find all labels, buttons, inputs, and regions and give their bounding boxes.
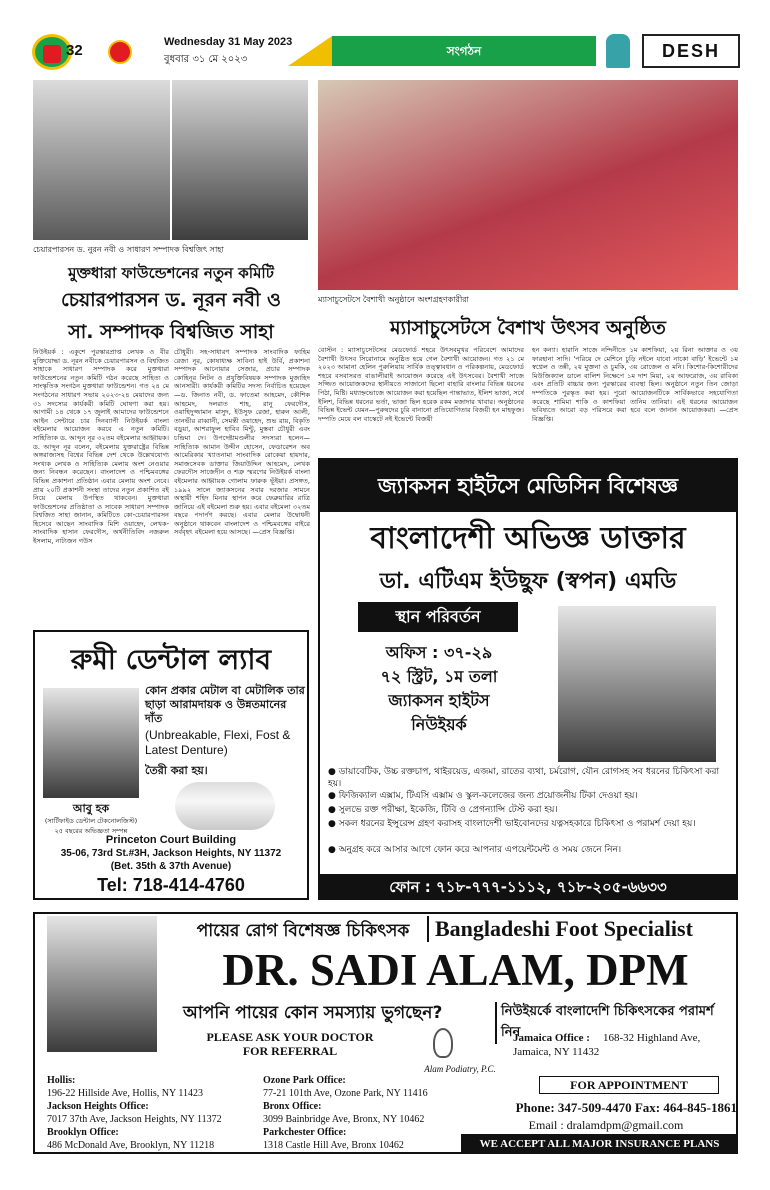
office-label: Parkchester Office: (263, 1127, 347, 1138)
jamaica-address-line2: Jamaica, NY 11432 (513, 1046, 600, 1058)
section-label: সংগঠন (332, 36, 596, 66)
bullet-5: ● অনুগ্রহ করে আসার আগে ফোন করে আপনার এপয়েন্টমেন্ট ও সময় জেনে নিন। (328, 845, 622, 855)
ad-heading: বাংলাদেশী অভিজ্ঞ ডাক্তার (370, 521, 686, 556)
office-address: 486 McDonald Ave, Brooklyn, NY 11218 (47, 1140, 215, 1151)
ad-title-bn: পায়ের রোগ বিশেষজ্ঞ চিকিৎসক (196, 921, 410, 941)
technician-title: (সার্টিফাইড ডেন্টাল টেকনোলজিস্ট) (44, 817, 138, 825)
lab-phone: Tel: 718-414-4760 (97, 875, 245, 895)
doctor-name: DR. SADI ALAM, DPM (222, 945, 689, 995)
appointment-box: FOR APPOINTMENT (539, 1076, 719, 1094)
photo-doctor (558, 606, 716, 762)
office-address: 77-21 101th Ave, Ozone Park, NY 11416 (263, 1088, 428, 1099)
referral-line2: FOR REFERRAL (242, 1044, 338, 1058)
header-ornament-triangle (288, 36, 332, 66)
header-ornament (108, 40, 132, 64)
bullet-text: অনুগ্রহ করে আসার আগে ফোন করে আপনার এপয়েন্টমেন্ট ও সময় জেনে নিন। (338, 845, 622, 855)
foot-specialist-ad (33, 912, 738, 1154)
photo-caption: ম্যাসাচুসেটসে বৈশাখী অনুষ্ঠানে অংশগ্রহণকারীরা (318, 295, 469, 304)
bullet-3: ● সুলভে রক্ত পরীক্ষা, ইকেজি, টিবি ও প্রেগন্যান্সি টেস্ট করা হয়। (328, 805, 558, 815)
jamaica-label: Jamaica Office : (513, 1032, 590, 1044)
office-address: 3099 Bainbridge Ave, Bronx, NY 10462 (263, 1114, 425, 1125)
office-label: Hollis: (47, 1075, 76, 1086)
office-list-left (47, 1074, 257, 1152)
page-number: 32 (66, 42, 83, 59)
article-headline: ম্যাসাচুসেটসে বৈশাখ উৎসব অনুষ্ঠিত (390, 317, 666, 339)
office-line1: অফিস : ৩৭-২৯ (385, 643, 493, 662)
office-address: 7017 37th Ave, Jackson Heights, NY 11372 (47, 1114, 222, 1125)
office-line3: জ্যাকসন হাইটস (388, 691, 490, 710)
office-list-right (263, 1074, 493, 1152)
office-label: Bronx Office: (263, 1101, 322, 1112)
photo-secretary (172, 80, 308, 240)
article-body-col1: বোস্টন : ম্যাসাচুসেটসের মেডফোর্ড শহরে উৎসবমুখর পরিবেশে আমাদের বৈশাখী উৎসব সিরোনামে অনুষ্ঠিত হয়ে গেল বৈশাখী আয়োজন। গত ২১ মে ২০২৩ আমানা হেলিন পুরুলিয়ায় সার্বিক তত্ত্বাবধান ও পরিকল্পনায়, মেডফোর্ড শহরে বসবাসরত বাঙালীরাই আয়োজন করেছে এই উৎসবের। বৈশাখী সাজে সজ্জিত আয়োজকদের স্থানীয়তে সাজানো ছিলো বাহারি বাংলার বিভিন্ন ধরনের পিঠা, মিষ্টি। মধ্যাহ্নভোজে আয়োজন করা হয়েছিল পান্তাভাত, ইলিশ ভাজা, সর্ষে ইলিশ, বিভিন্ন ধরনের ভর্তা, ভাজা ছিল হরেক রকম মজাদার খাবার। অনুষ্ঠানের বিভিন্ন ইভেন্ট যেমন—পুরুষদের চুরি বানানো প্রতিযোগিতার বিজয়ী হন মাহফুজ। দম্পতি মেয়ে বল বাস্কেটে নই ইভেন্টে বিজয়ী (318, 346, 524, 423)
office-address: 196-22 Hillside Ave, Hollis, NY 11423 (47, 1088, 204, 1099)
dental-lab-ad (33, 630, 309, 900)
ad-banner: জ্যাকসন হাইটসে মেডিসিন বিশেষজ্ঞ (320, 460, 736, 512)
appointment-email: Email : dralamdpm@gmail.com (528, 1118, 684, 1132)
office-label: Brooklyn Office: (47, 1127, 119, 1138)
ad-title-en: Bangladeshi Foot Specialist (427, 916, 735, 942)
appointment-phone: Phone: 347-509-4470 Fax: 464-845-1861 (515, 1100, 737, 1115)
technician-experience: ২৫ বছরের অভিজ্ঞতা সম্পন্ন (54, 827, 128, 835)
ad-title: রুমী ডেন্টাল ল্যাব (70, 643, 272, 676)
bullet-text: সুলভে রক্ত পরীক্ষা, ইকেজি, টিবি ও প্রেগন্যান্সি টেস্ট করা হয়। (338, 805, 558, 815)
article-headline-line2: সা. সম্পাদক বিশ্বজিত সাহা (68, 321, 274, 343)
photo-caption: চেয়ারপারসন ড. নুরন নবী ও সাধারণ সম্পাদক বিশ্বজিৎ সাহা (33, 245, 224, 254)
article-body-col2: হন কন্যা। হারানি সাজে নন্দিনীতে ১ম কাশফিয়া, ২য় রিনা আক্তার ও ৩য় ফারহানা সাদি। 'পরিয়ে দে মেশিনে চুড়ি নইলে যাবো নাকো বাড়ি' ইভেন্টে ১ম স্বপ্নেল ও তন্নী, ২য় মুক্তনা ও চুমকি, ৩য় রোজেল ও মনি। কিশোর-কিশোরীদের মিউজিক্যাল ডালে বালিশ নিক্ষেপে ১ম দাশ মিয়া, ২য় আফরোজ, ৩য় রাবিকা এবং প্রতিটি বাচ্চার জন্য পুরস্কারের ব্যবস্থা ছিল। অনুষ্ঠানে নতুন তিন জোড়া দম্পতিকে পুরস্কৃত করা হয়। পুরো আয়োজনটিকে সার্বিকভাবে সহযোগিতা করেছে শামিমা শাকি ও কাশফিয়া তানিম তানিয়া। এই ধরনের আয়োজন ভবিষ্যতে আরো বড় পরিসরে করা হবে বলে জানান আয়োজকরা। —প্রেস বিজ্ঞপ্তি। (532, 346, 738, 423)
photo-boishakh-event (318, 80, 738, 290)
office-line2: ৭২ স্ট্রিট, ১ম তলা (380, 667, 498, 686)
article-kicker: মুক্তধারা ফাউন্ডেশনের নতুন কমিটি (68, 264, 274, 282)
jackson-heights-doctor-ad (318, 458, 738, 900)
ad-offer-bn: কোন প্রকার মেটাল বা মেটালিক তার ছাড়া আরামদায়ক ও উন্নতমানের দাঁত (145, 684, 305, 725)
ad-phone-bar: ফোন : ৭১৮-৭৭৭-১১১২, ৭১৮-২০৫-৬৬৩৩ (320, 874, 736, 900)
referral-line1: PLEASE ASK YOUR DOCTOR (206, 1030, 374, 1044)
article-body-col2: চৌধুরী। সহ-সাধারণ সম্পাদক সাংবাদিক ফাহিম রেজা নূর, কোষাধ্যক্ষ সাবিনা হাই উর্বি, প্রকাশনা সম্পাদক আনোয়ার সেজার, প্রচার সম্পাদক কোহিনূর লিটন ও প্রযুক্তিবিষয়ক সম্পাদক মুজাহিদ আনসারী। কার্যকরী কমিটির সদস্য নির্বাচিত হয়েছেন—ড. জিনাত নবী, ড. ফাতেমা আহমেদ, কৌশিক আহমেদ, দলরাত শাহ, রানু ফেরদৌস, ওয়াহিদুজ্জামান মাসুদ, ইউসুফ রেজা, হারুন আলী, তানভীর রাব্বানী, সেমন্তী ওয়াহেদ, শুভ রায়, বিকৃতি বড়ুয়া, আশরাফুল হাবিব মিন্টু, মুস্তবা চৌধুরী এবং চন্দ্রিমা দে। উপদেষ্টামণ্ডলীর সদস্যরা হলেন—সাহিত্যিক আমান উদ্দীন হোসেন, ফেডারেশন অব আমেরিকার খ্যাতনামা সাংবাদিক রোকেয়া হায়দার, সমাজসেবক ডাক্তার জিয়াউদ্দিন আহমেদ, লেখক ফেরদৌস সাজেদীন ও শত্রু স্মরণের নিউইয়র্ক বাংলা বইমেলার আহ্বায়ক গোলাম ফারুক ভূঁইয়া। প্রসঙ্গত, ১৯৯২ সালে জ্যাকসনের সবার দরজার সামনে অস্থায়ী শহিদ মিনার স্থাপন করে ফেব্রুয়ারির রাত্রি জানিয়ে এই বইমেলা শুরু হয়। এবার বইমেলা ৩২তম বছরে পদার্পণ করছে। এবার মেলার উদ্বোধনী অনুষ্ঠানে থাকবেন বাংলাদেশ ও পশ্চিমবঙ্গের বাইরে সর্ববৃহৎ বইমেলা হয়ে আসছে। —প্রেস বিজ্ঞপ্তি। (174, 348, 310, 537)
bullet-text: ডায়াবেটিক, উচ্চ রক্তচাপ, থাইরয়েড, এজমা, রাতের ব্যথা, চর্মরোগ, যৌন রোগসহ সব ধরনের চিকিৎসা করা হয়। (328, 767, 720, 789)
bullet-1: ● ডায়াবেটিক, উচ্চ রক্তচাপ, থাইরয়েড, এজমা, রাতের ব্যথা, চর্মরোগ, যৌন রোগসহ সব ধরনের চিকিৎসা করা হয়। (328, 767, 720, 789)
insurance-bar: WE ACCEPT ALL MAJOR INSURANCE PLANS (461, 1134, 738, 1154)
date-english: Wednesday 31 May 2023 (164, 36, 293, 48)
teeth-image (175, 782, 275, 830)
photo-technician (43, 688, 139, 798)
podiatry-brand: Alam Podiatry, P.C. (424, 1064, 496, 1074)
ad-offer-tail: তৈরী করা হয়। (145, 764, 208, 777)
lab-address: 35-06, 73rd St.#3H, Jackson Heights, NY 11372 (60, 848, 282, 859)
date-bangla: বুধবার ৩১ মে ২০২৩ (164, 54, 248, 65)
office-address: 1318 Castle Hill Ave, Bronx 10462 (263, 1140, 404, 1151)
ad-question: আপনি পায়ের কোন সমস্যায় ভুগছেন? (183, 1003, 443, 1023)
page-header (32, 34, 740, 72)
lab-cross-streets: (Bet. 35th & 37th Avenue) (110, 861, 232, 872)
building-name: Princeton Court Building (105, 834, 237, 846)
ad-offer-en: (Unbreakable, Flexi, Fost & Latest Denture) (145, 728, 291, 757)
doctor-name: ডা. এটিএম ইউছুফ (স্বপন) এমডি (379, 569, 677, 594)
office-line4: নিউইয়র্ক (411, 715, 467, 734)
article-body-col1: নিউইয়র্ক : একুশে পুরস্কারপ্রাপ্ত লেখক ও বীর মুক্তিযোদ্ধা ড. নূরন নবীকে চেয়ারপারসন ও বিশ্বজিত সাহাকে সাধারণ সম্পাদক করে মুক্তধারা ফাউন্ডেশনের নতুন কমিটি গঠন করেছে সাহিত্য ও সাংস্কৃতিক সংগঠন মুক্তধারা ফাউন্ডেশন। গত ২৪ মে সংগঠনের সাধারণ সভায় ২০২৩-২৪ মেয়াদের জন্য ৩১ সদস্যের কার্যকরী কমিটি ঘোষণা করা হয়। আগামী ১৪ থেকে ১৭ জুলাই আমাদের ফাউন্ডেশনে আইন সেন্টারে চার দিনব্যাপী নিউইয়র্ক বাংলা বইমেলার আয়োজন করবে এ নতুন কমিটি। সাহিত্যিক ড. আব্দুন নূর ৩২তম বইমেলার আহ্বায়ক। ড. আব্দুন নূর বলেন, বইমেলায় যুক্তরাষ্ট্রের বিভিন্ন অঙ্গরাজ্যসহ বিশ্বের বিভিন্ন দেশ থেকে উল্লেখযোগ্য সংখ্যক লেখক ও সাহিত্যিক মেলায় অংশ নেওয়ার জন্য নিবন্ধন করেছেন। বাংলাদেশ ও পশ্চিমবঙ্গের বিভিন্ন প্রকাশনা প্রতিষ্ঠান এবার মেলায় অংশ নেবে। প্রায় ২০টি প্রকাশনী সংস্থা তাদের নতুন প্রকাশিত বই নিয়ে মেলায় উপস্থিত থাকবেন। মুক্তধারা ফাউন্ডেশনের প্রতিষ্ঠাতা ও সাবেক সাধারণ সম্পাদক বিশ্বজিত সাহা জানান, কমিটিতে কো-চেয়ারপারসন হিসেবে আছেন সাংবাদিক মিশি ওয়াহেদ, লেখক-সাংবাদিক হাসান ফেরদৌস, অর্থনীতিবিদ নজরুল ইসলাম, নাট্যজন গউস (33, 348, 169, 546)
relocation-notice: স্থান পরিবর্তন (358, 602, 518, 632)
footprint-icon (433, 1028, 453, 1058)
newspaper-logo: DESH (642, 34, 740, 68)
photo-chairperson (33, 80, 170, 240)
article-headline-line1: চেয়ারপারসন ড. নূরন নবী ও (61, 289, 281, 311)
bullet-text: সকল ধরনের ইন্সুরেন্স গ্রহণ করাসহ বাংলাদেশী ভাইবোনদের যত্নসহকারে চিকিৎসা ও পরামর্শ দেয়া হয়। (338, 819, 696, 829)
technician-name: আবু হক (72, 802, 110, 815)
office-label: Jackson Heights Office: (47, 1101, 149, 1112)
statue-of-liberty-icon (606, 34, 630, 68)
photo-foot-doctor (47, 916, 157, 1052)
bullet-2: ● ফিজিক্যাল এক্সাম, টিএসি এক্সাম ও স্কুল-কলেজের জন্য প্রয়োজনীয় টিকা দেওয়া হয়। (328, 791, 638, 801)
bullet-4: ● সকল ধরনের ইন্সুরেন্স গ্রহণ করাসহ বাংলাদেশী ভাইবোনদের যত্নসহকারে চিকিৎসা ও পরামর্শ দেয়া হয়। (328, 819, 696, 829)
ad-advice: নিউইয়র্কে বাংলাদেশি চিকিৎসকের পরামর্শ নিন (495, 1002, 735, 1044)
office-label: Ozone Park Office: (263, 1075, 346, 1086)
bullet-text: ফিজিক্যাল এক্সাম, টিএসি এক্সাম ও স্কুল-কলেজের জন্য প্রয়োজনীয় টিকা দেওয়া হয়। (338, 791, 638, 801)
jamaica-address-line1: 168-32 Highland Ave, (603, 1032, 701, 1044)
